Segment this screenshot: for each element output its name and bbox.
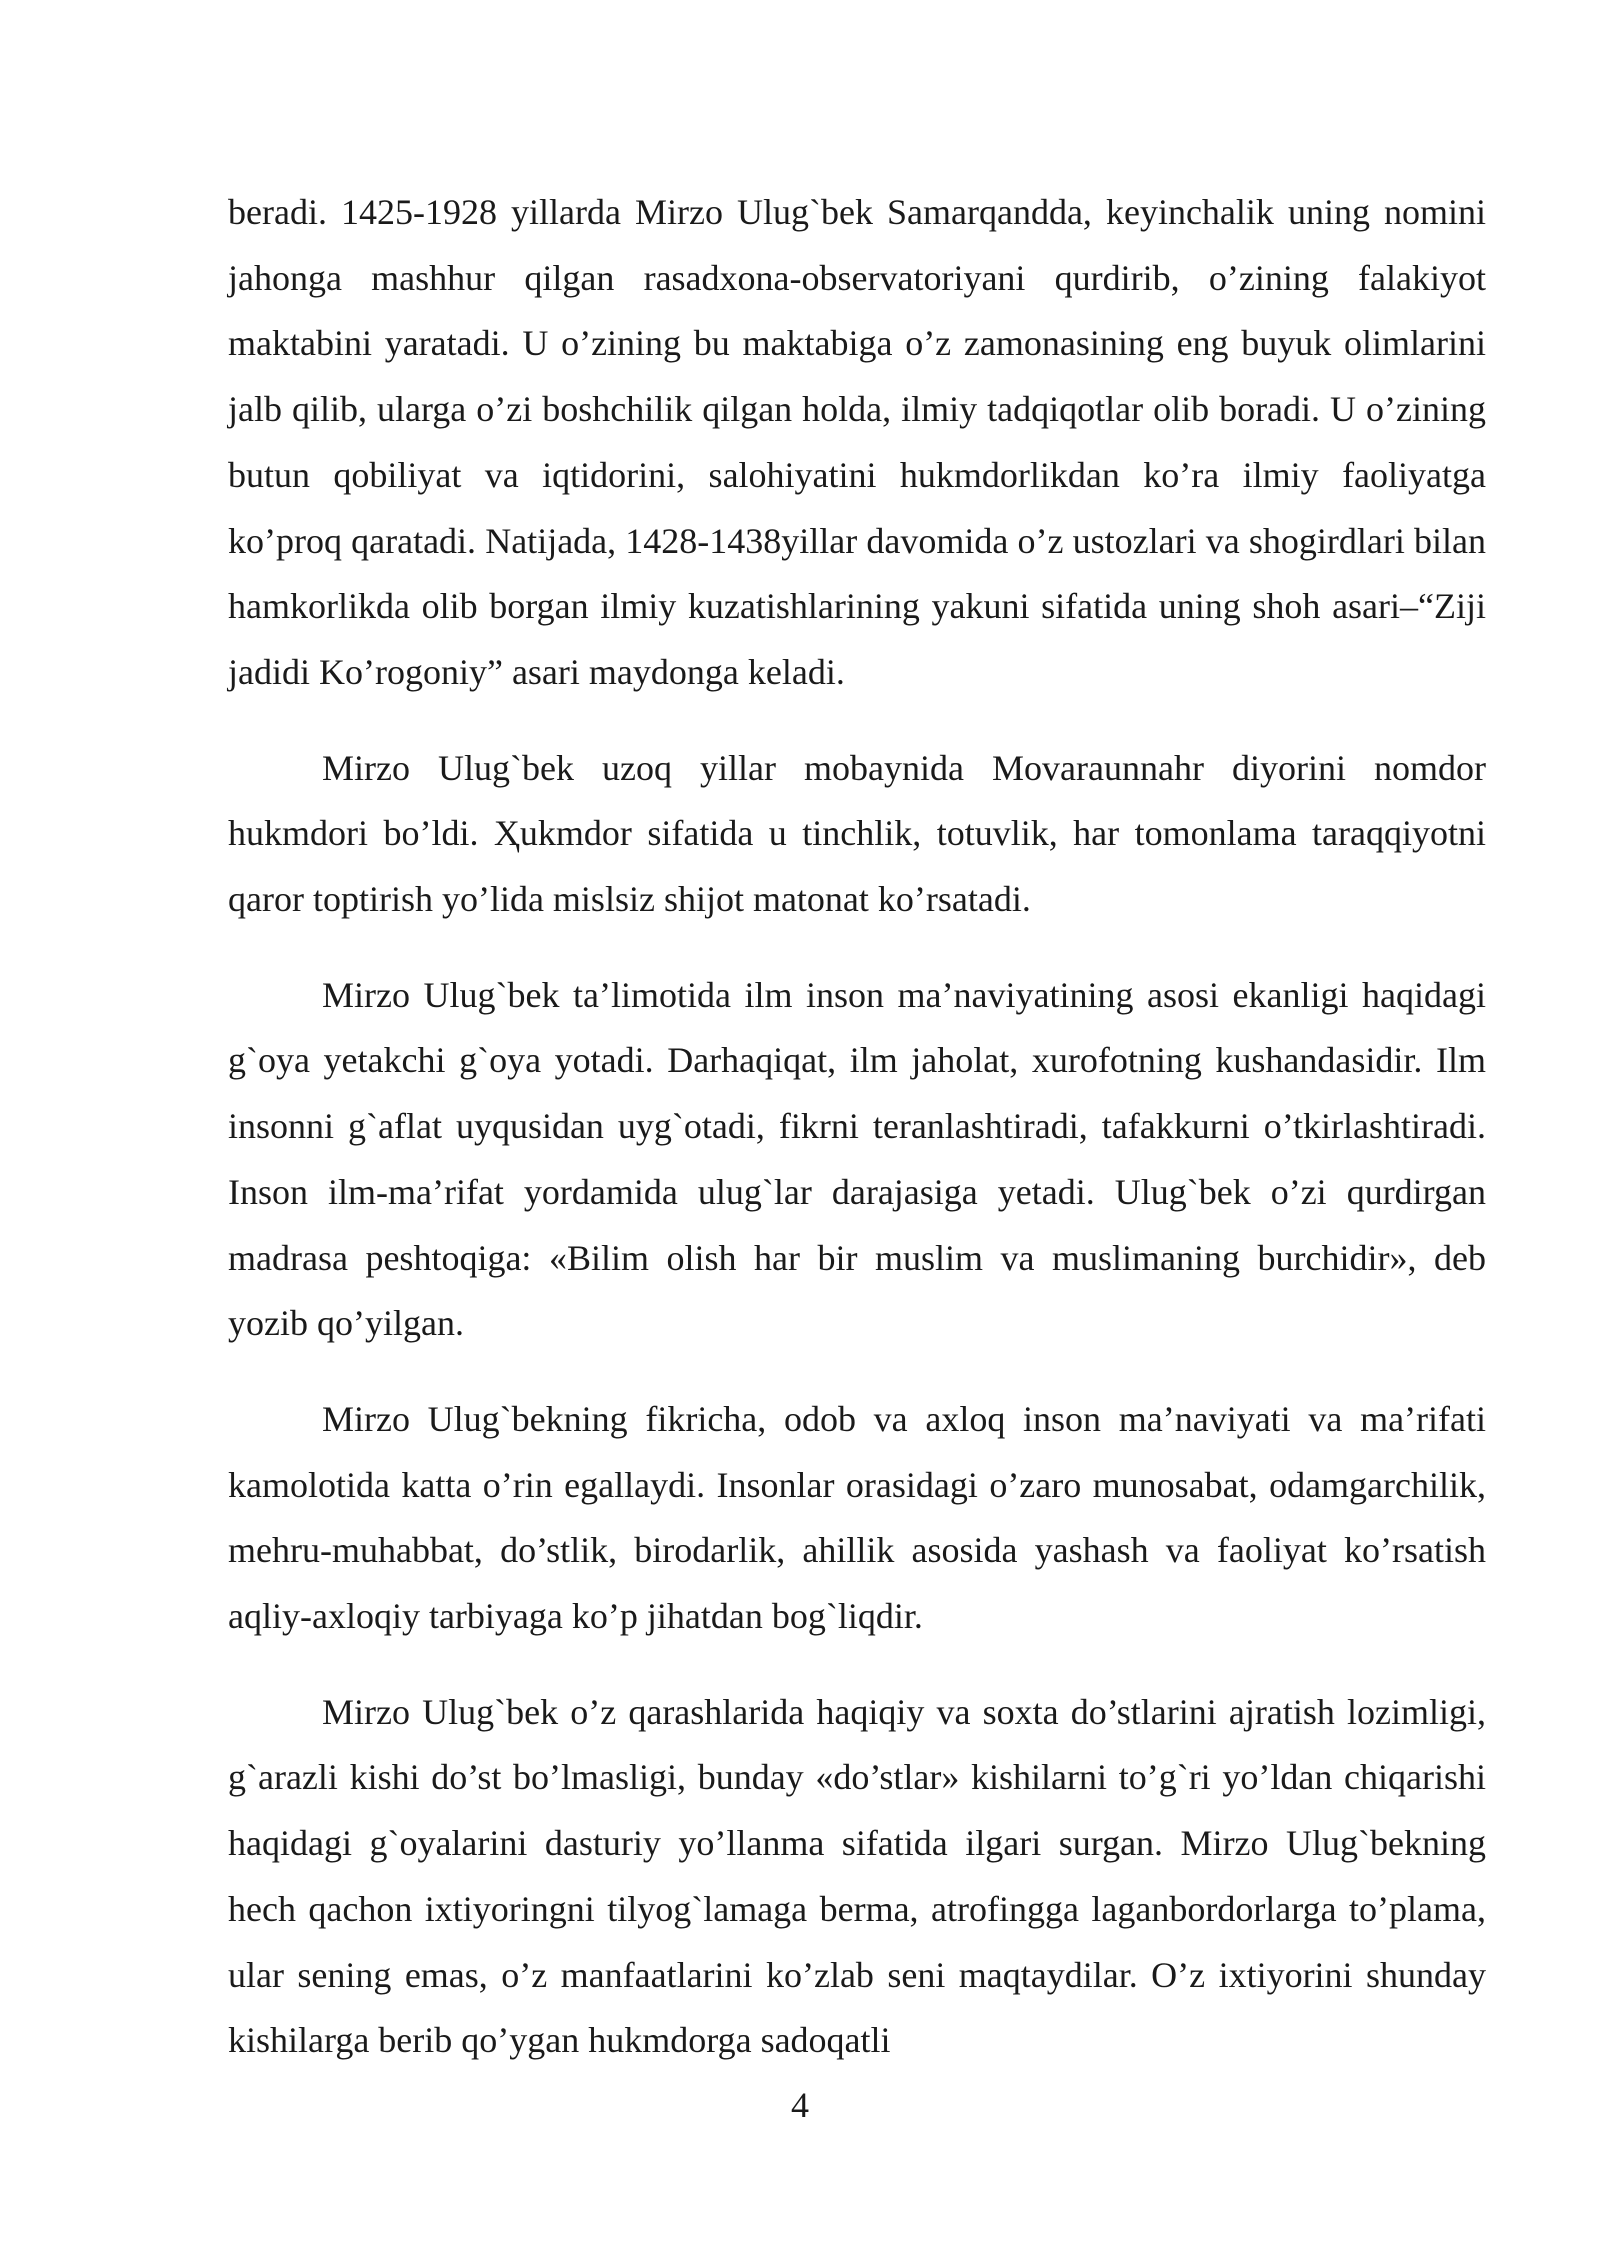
page-number: 4 xyxy=(791,2085,809,2125)
paragraph-friendship: Mirzo Ulug`bek o’z qarashlarida haqiqiy va soxta do’stlarini ajratish lozimligi, g`arazli kishi do’st bo’lmasligi, bunday «do’stlar» kishilarni to’g`ri yo’ldan chiqarishi haqidagi g`oyalarini dasturiy yo’llanma sifatida ilgari surgan. Mirzo Ulug`bekning hech qachon ixtiyoringni tilyog`lamaga berma, atrofingga laganbordorlarga to’plama, ular sening emas, o’z manfaatlarini ko’zlab seni maqtaydilar. O’z ixtiyorini shunday kishilarga berib qo’ygan hukmdorga sadoqatli xyxy=(228,1691,1486,2061)
paragraph-ethics: Mirzo Ulug`bekning fikricha, odob va axloq inson ma’naviyati va ma’rifati kamolotida katta o’rin egallaydi. Insonlar orasidagi o’zaro munosabat, odamgarchilik, mehru-muhabbat, do’stlik, birodarlik, ahillik asosida yashash va faoliyat ko’rsatish aqliy-axloqiy tarbiyaga ko’p jihatdan bog`liqdir. xyxy=(228,1398,1486,1637)
paragraph-ruler: Mirzo Ulug`bek uzoq yillar mobaynida Movaraunnahr diyorini nomdor hukmdori bo’ldi. Ҳukmdor sifatida u tinchlik, totuvlik, har tomonlama taraqqiyotni qaror toptirish yo’lida mislsiz shijot matonat ko’rsatadi. xyxy=(228,747,1486,920)
paragraph-knowledge: Mirzo Ulug`bek ta’limotida ilm inson ma’naviyatining asosi ekanligi haqidagi g`oya yetakchi g`oya yotadi. Darhaqiqat, ilm jaholat, xurofotning kushandasidir. Ilm insonni g`aflat uyqusidan uyg`otadi, fikrni teranlashtiradi, tafakkurni o’tkirlashtiradi. Inson ilm-ma’rifat yordamida ulug`lar darajasiga yetadi. Ulug`bek o’zi qurdirgan madrasa peshtoqiga: «Bilim olish har bir muslim va muslimaning burchidir», deb yozib qo’yilgan. xyxy=(228,974,1486,1344)
body-text xyxy=(228,180,1486,2074)
paragraph-continuation: beradi. 1425-1928 yillarda Mirzo Ulug`bek Samarqandda, keyinchalik uning nomini jahonga mashhur qilgan rasadxona-observatoriyani qurdirib, o’zining falakiyot maktabini yaratadi. U o’zining bu maktabiga o’z zamonasining eng buyuk olimlarini jalb qilib, ularga o’zi boshchilik qilgan holda, ilmiy tadqiqotlar olib boradi. U o’zining butun qobiliyat va iqtidorini, salohiyatini hukmdorlikdan ko’ra ilmiy faoliyatga ko’proq qaratadi. Natijada, 1428-1438yillar davomida o’z ustozlari va shogirdlari bilan hamkorlikda olib borgan ilmiy kuzatishlarining yakuni sifatida uning shoh asari–“Ziji jadidi Ko’rogoniy” asari maydonga keladi. xyxy=(228,192,1486,692)
